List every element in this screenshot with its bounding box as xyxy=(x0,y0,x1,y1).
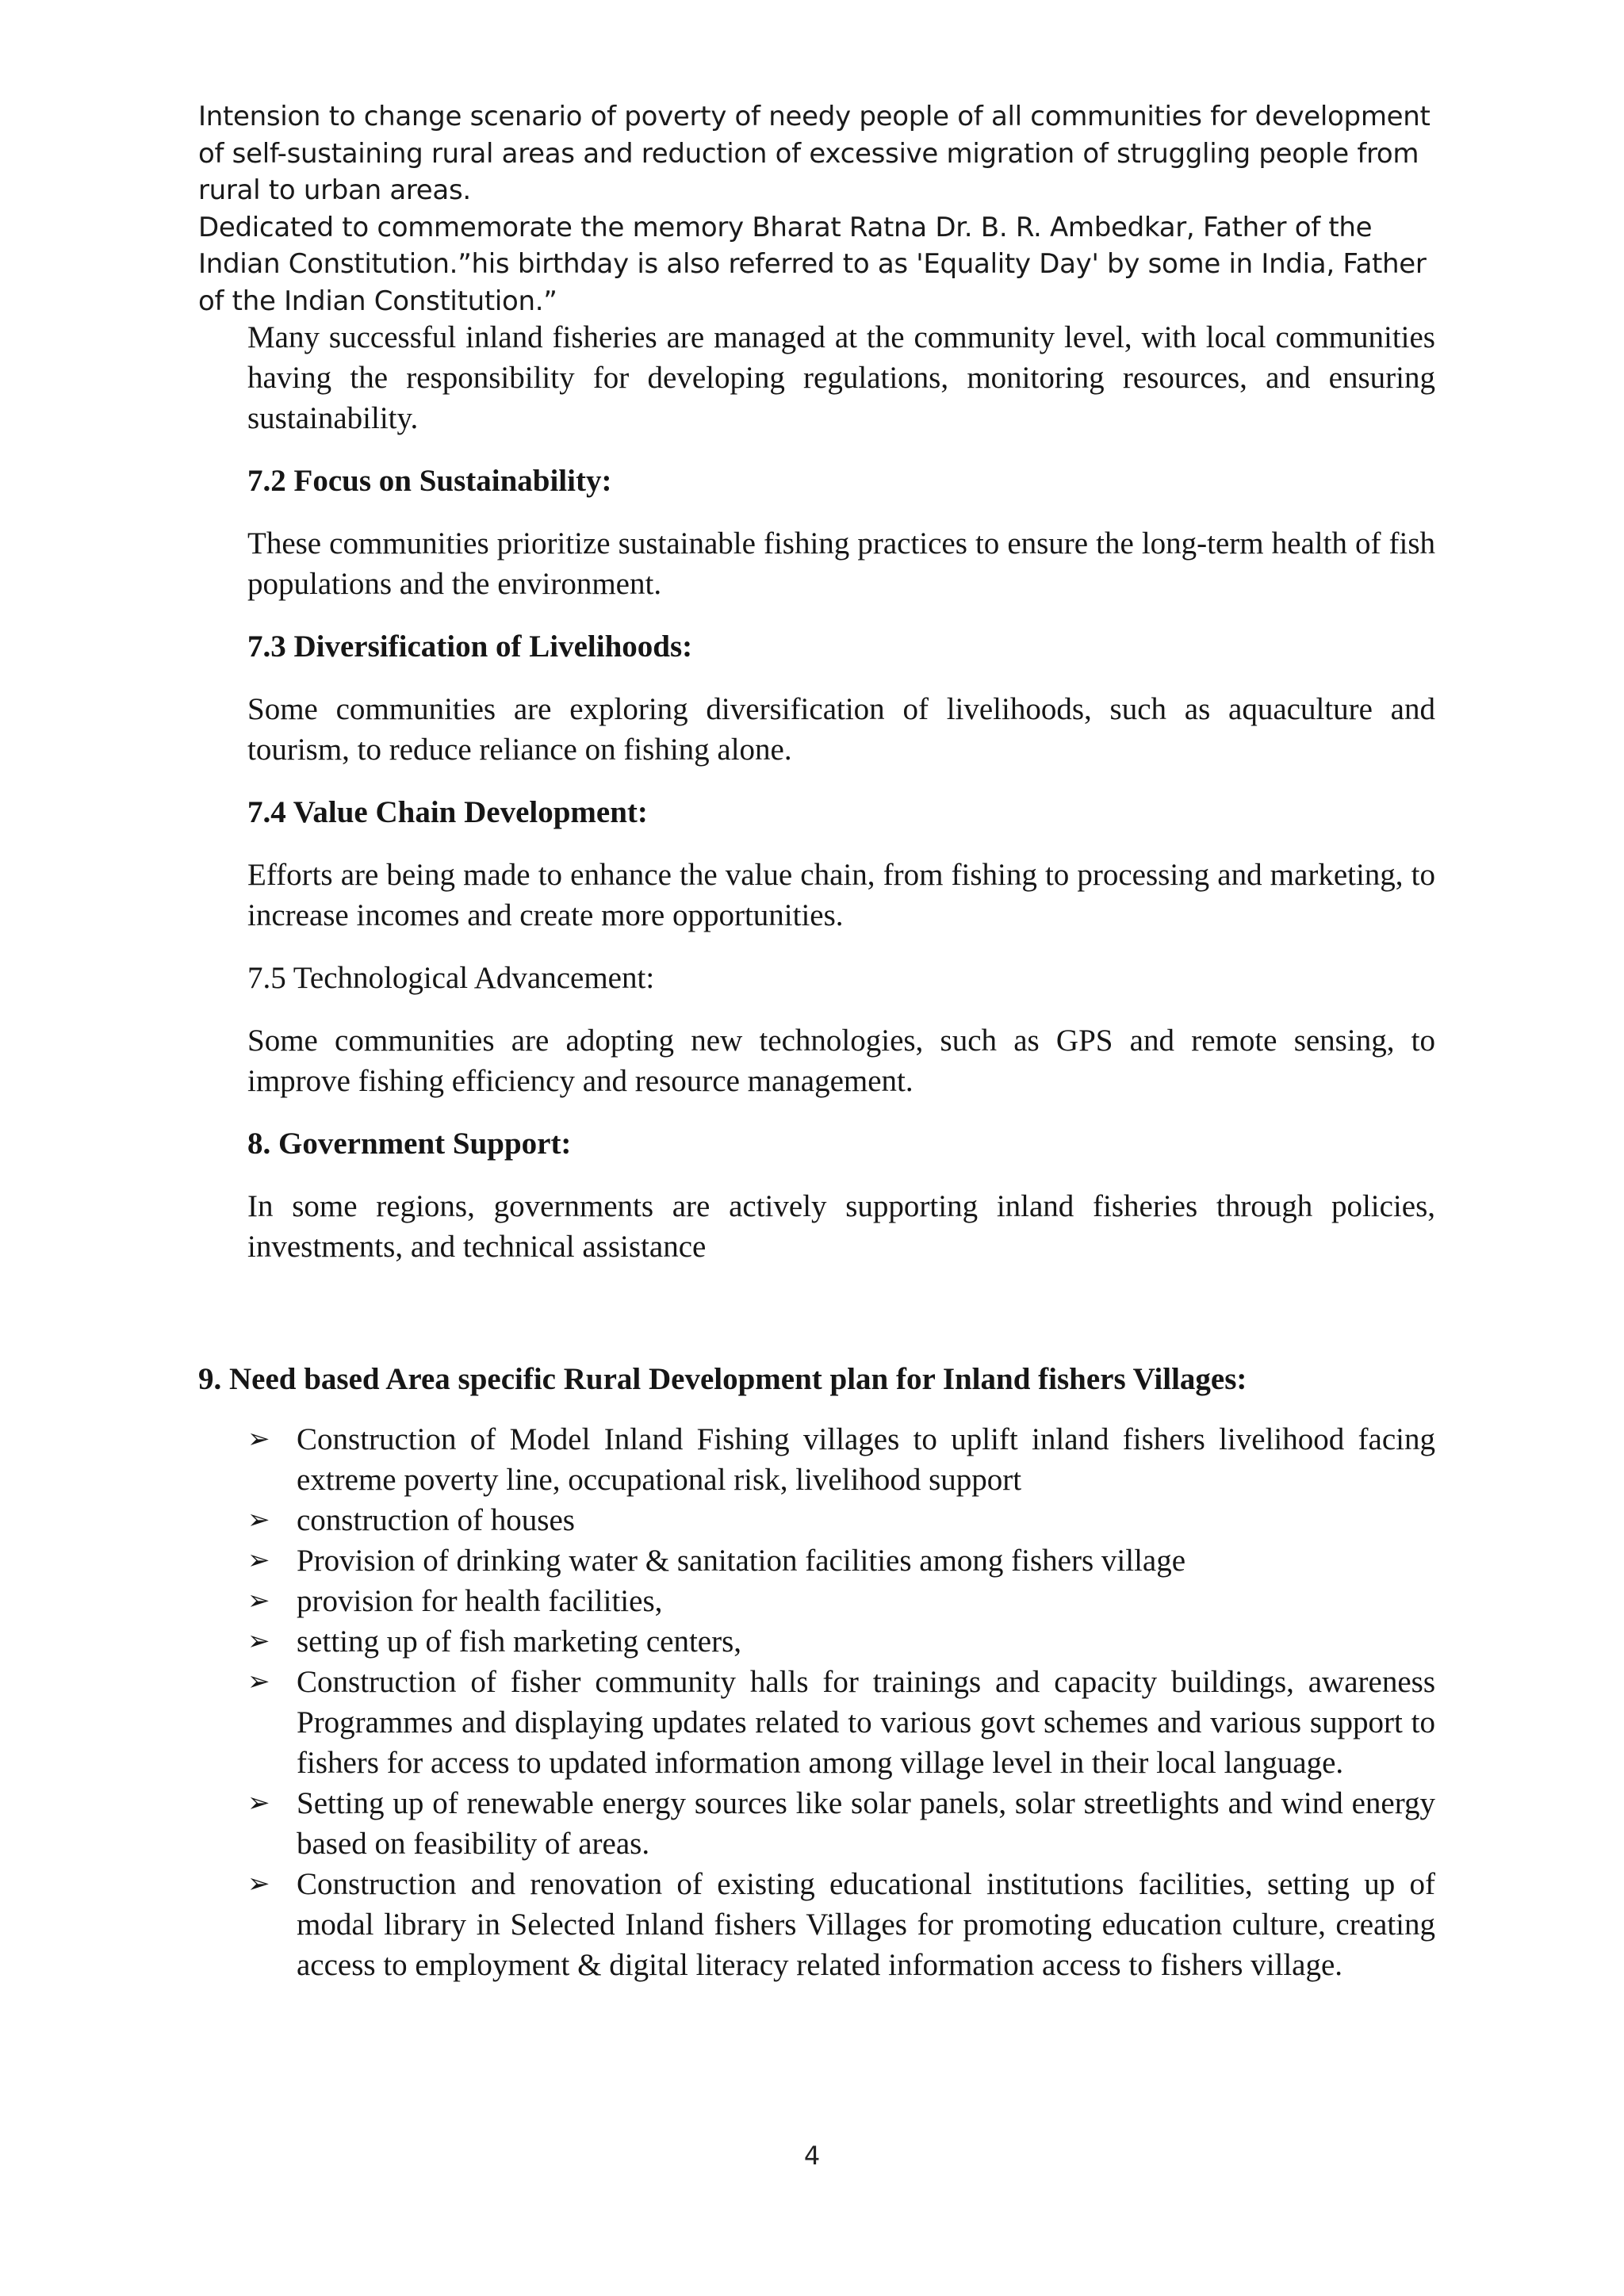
list-item xyxy=(247,1419,1435,1500)
arrow-bullet-icon: ➢ xyxy=(247,1585,270,1617)
arrow-bullet-icon: ➢ xyxy=(247,1423,270,1455)
list-item-text: provision for health facilities, xyxy=(297,1584,663,1618)
list-item-text: setting up of fish marketing centers, xyxy=(297,1624,742,1659)
header-line-poverty: Intension to change scenario of poverty of needy people of all communities for development of self-sustaining rural areas and reduction of excessive migration of struggling people from rural to urban areas. xyxy=(198,101,1431,206)
section-7-2-text: These communities prioritize sustainable fishing practices to ensure the long-term health of fish populations and the environment. xyxy=(247,526,1435,601)
list-item xyxy=(247,1581,1435,1621)
list-item-text: Construction of Model Inland Fishing villages to uplift inland fishers livelihood facing extreme poverty line, occupational risk, livelihood support xyxy=(297,1422,1435,1497)
page-number: 4 xyxy=(803,2141,821,2171)
section-7-5-text: Some communities are adopting new technologies, such as GPS and remote sensing, to improve fishing efficiency and resource management. xyxy=(247,1024,1435,1098)
section-7-5-heading: 7.5 Technological Advancement: xyxy=(247,961,655,995)
list-item xyxy=(247,1662,1435,1783)
main-content xyxy=(247,317,1435,1267)
list-item-text: Construction and renovation of existing educational institutions facilities, setting up of modal library in Selected Inland fishers Villages for promoting education culture, creating access to employment & digital literacy related information access to fishers village. xyxy=(297,1867,1435,1982)
header-note xyxy=(198,98,1435,320)
list-item xyxy=(247,1540,1435,1581)
list-item-text: Construction of fisher community halls for trainings and capacity buildings, awareness Programmes and displaying updates related to various govt schemes and various support to fishers for access to updated information among village level in their local language. xyxy=(297,1665,1435,1780)
list-item xyxy=(247,1621,1435,1662)
list-item xyxy=(247,1864,1435,1985)
list-item-text: Provision of drinking water & sanitation facilities among fishers village xyxy=(297,1544,1186,1578)
arrow-bullet-icon: ➢ xyxy=(247,1504,270,1536)
list-item xyxy=(247,1500,1435,1540)
section-9-list xyxy=(247,1419,1435,1985)
arrow-bullet-icon: ➢ xyxy=(247,1666,270,1697)
section-7-3-heading: 7.3 Diversification of Livelihoods: xyxy=(247,629,693,664)
section-8-text: In some regions, governments are actively supporting inland fisheries through policies, investments, and technical assistance xyxy=(247,1189,1435,1264)
section-7-4-text: Efforts are being made to enhance the value chain, from fishing to processing and marketing, to increase incomes and create more opportunities. xyxy=(247,858,1435,932)
arrow-bullet-icon: ➢ xyxy=(247,1787,270,1819)
list-item xyxy=(247,1783,1435,1864)
section-7-3-text: Some communities are exploring diversification of livelihoods, such as aquaculture and tourism, to reduce reliance on fishing alone. xyxy=(247,692,1435,767)
section-8-heading: 8. Government Support: xyxy=(247,1127,572,1161)
list-item-text: Setting up of renewable energy sources like solar panels, solar streetlights and wind energy based on feasibility of areas. xyxy=(297,1786,1435,1861)
header-line-dedication: Dedicated to commemorate the memory Bharat Ratna Dr. B. R. Ambedkar, Father of the Indian Constitution.”his birthday is also referred to as 'Equality Day' by some in India, Father of the Indian Constitution.” xyxy=(198,211,1427,317)
section-7-2-heading: 7.2 Focus on Sustainability: xyxy=(247,464,612,498)
arrow-bullet-icon: ➢ xyxy=(247,1544,270,1576)
section-9-heading: 9. Need based Area specific Rural Development plan for Inland fishers Villages: xyxy=(198,1362,1247,1396)
intro-paragraph: Many successful inland fisheries are managed at the community level, with local communities having the responsibility for developing regulations, monitoring resources, and ensuring sustainability. xyxy=(247,320,1435,435)
list-item-text: construction of houses xyxy=(297,1503,575,1537)
arrow-bullet-icon: ➢ xyxy=(247,1868,270,1900)
section-7-4-heading: 7.4 Value Chain Development: xyxy=(247,795,648,829)
arrow-bullet-icon: ➢ xyxy=(247,1625,270,1657)
